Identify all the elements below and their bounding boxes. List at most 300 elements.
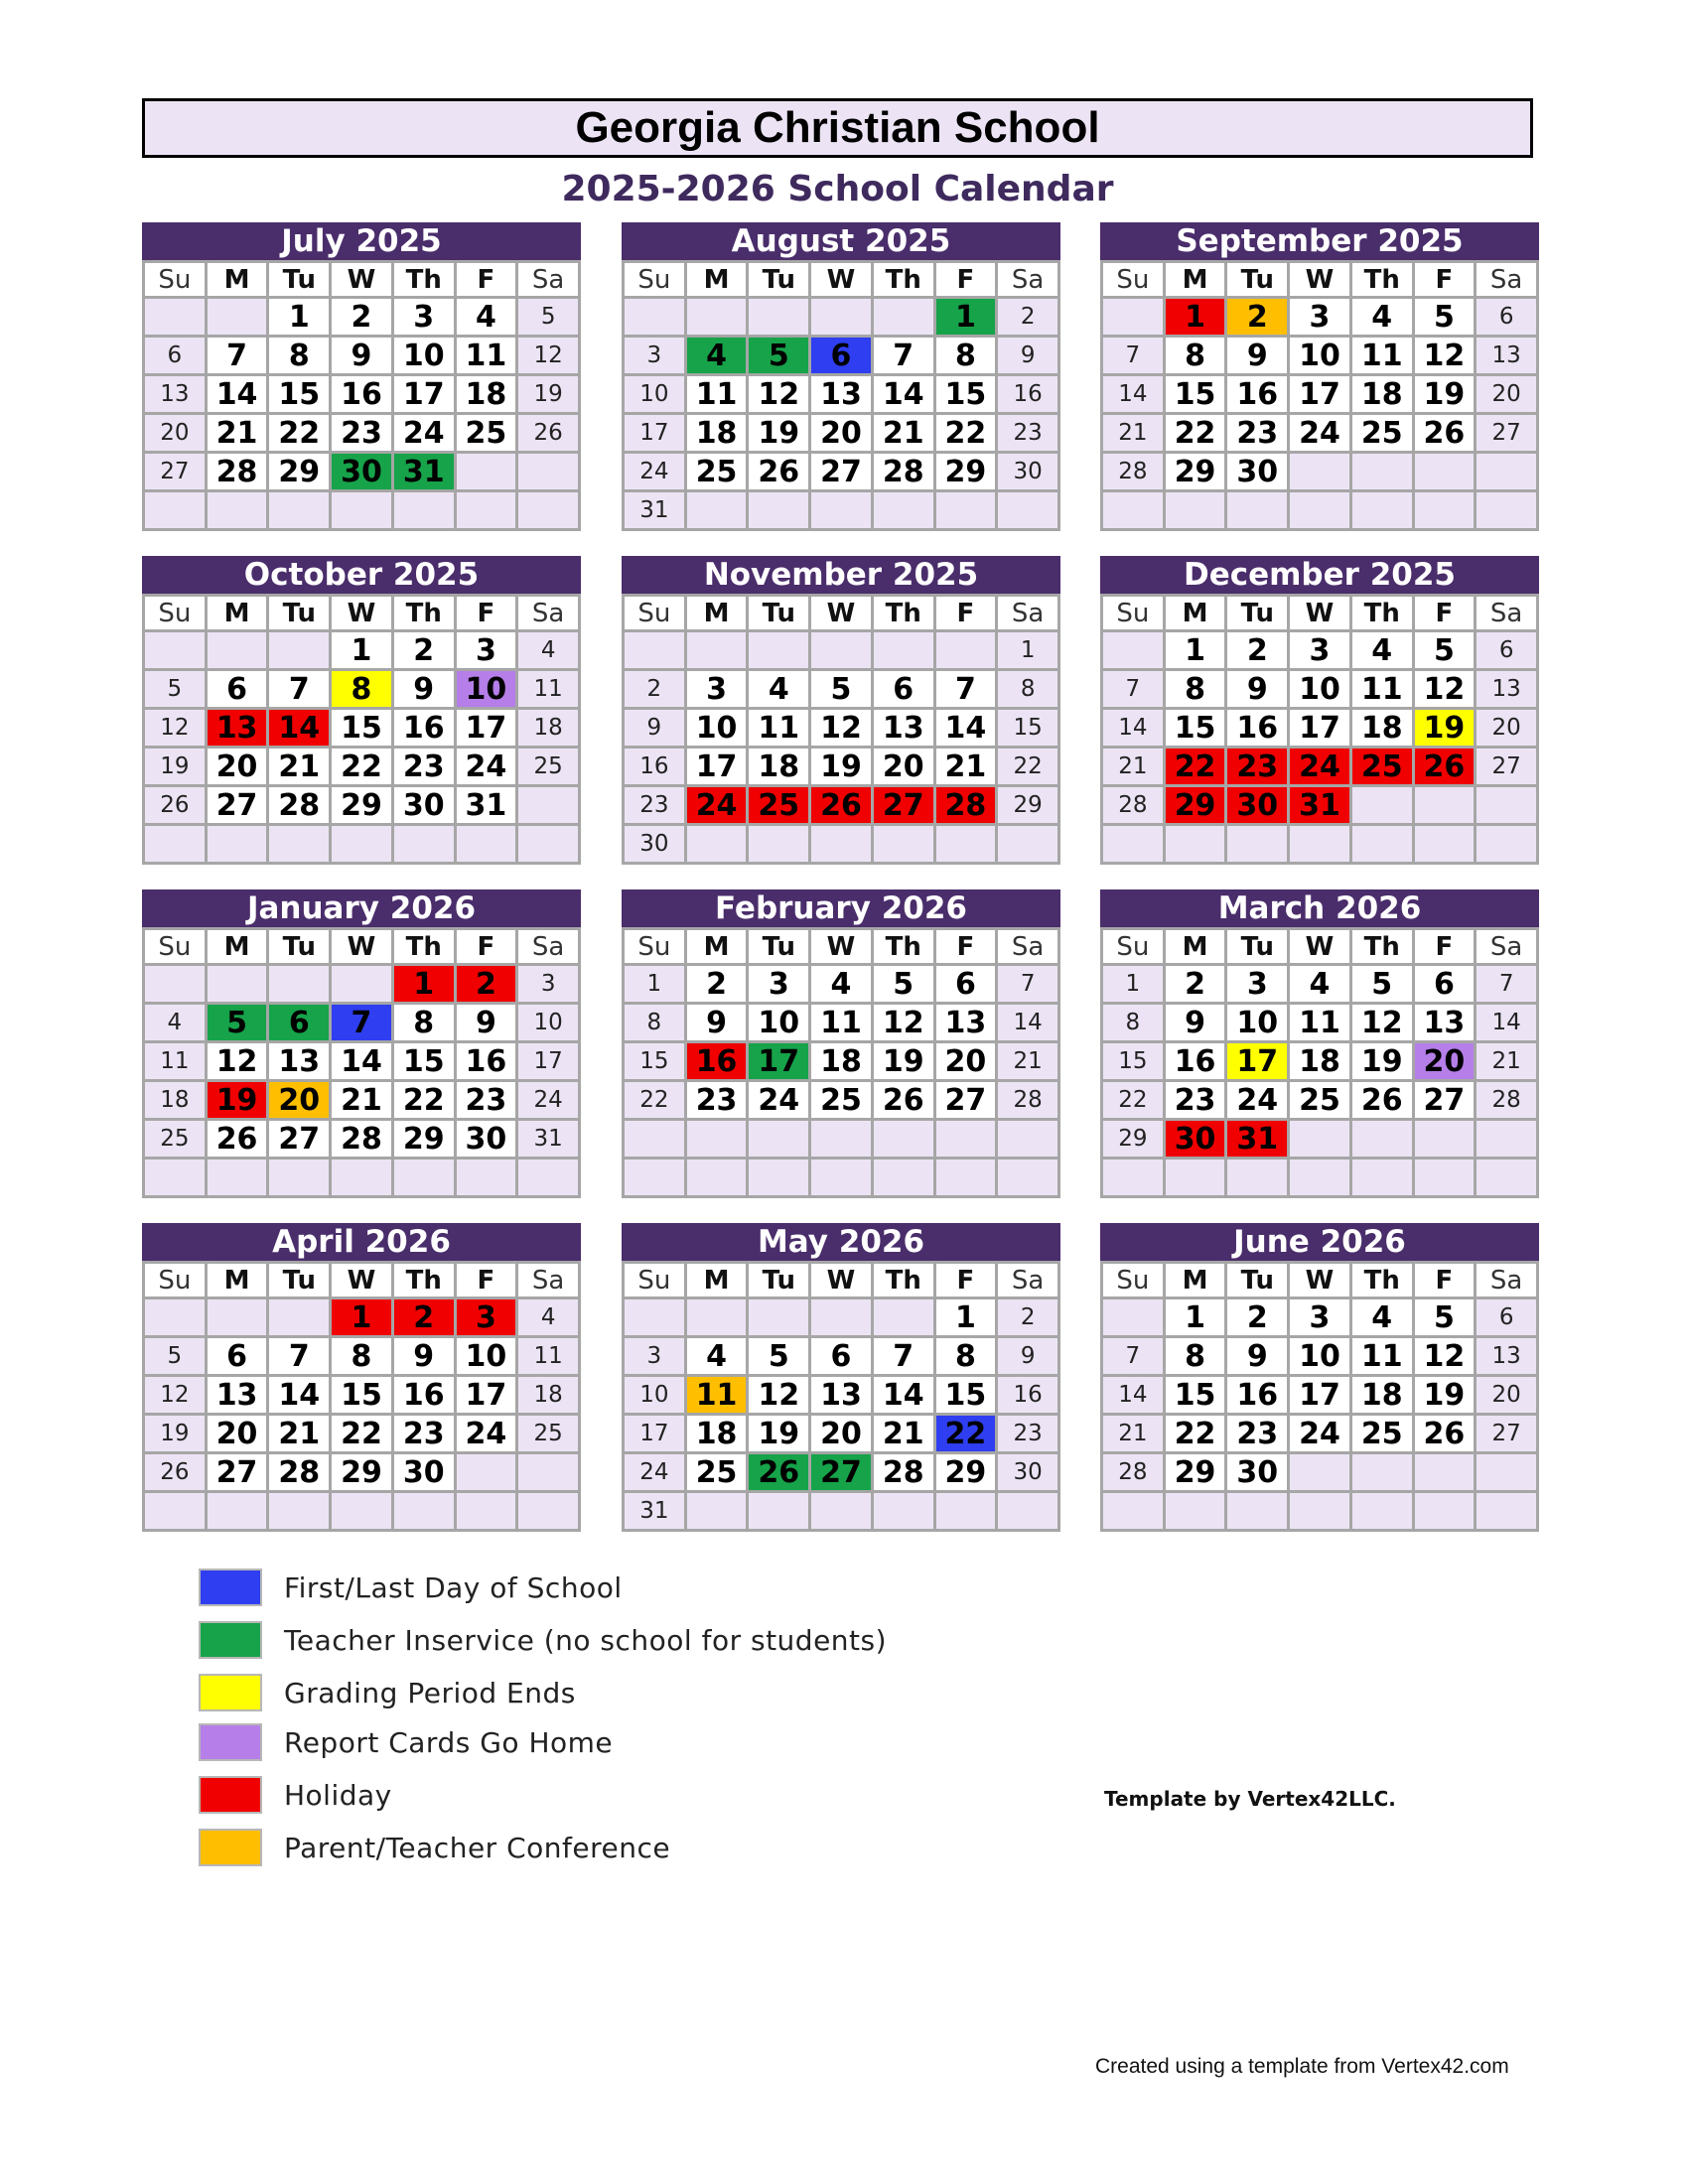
empty-cell [1352,1493,1412,1529]
empty-cell [1166,826,1225,862]
day-cell: 12 [1352,1005,1412,1040]
day-cell: 16 [394,1377,454,1413]
day-cell: 23 [1227,415,1287,451]
day-cell: 25 [457,415,516,451]
empty-cell [811,1493,871,1529]
weekday-header: Sa [998,597,1057,629]
day-cell: 23 [394,1416,454,1451]
day-cell: 3 [1290,1299,1349,1335]
weekday-header: Th [874,263,933,296]
day-cell: 24 [1290,1416,1349,1451]
day-cell-holiday: 26 [1415,749,1475,784]
day-cell-conference: 11 [687,1377,747,1413]
month-calendar [622,1223,1060,1532]
month-title: October 2025 [142,556,581,594]
day-cell: 13 [874,710,933,746]
day-cell: 3 [518,966,578,1002]
day-cell: 18 [1352,376,1412,412]
empty-cell [936,492,996,528]
day-cell-grading: 17 [1227,1043,1287,1079]
day-cell: 14 [1477,1005,1536,1040]
empty-cell [811,492,871,528]
empty-cell [1477,1121,1536,1157]
day-cell-holiday: 31 [1227,1121,1287,1157]
weekday-header: M [1166,930,1225,963]
day-cell: 27 [208,787,267,823]
day-cell: 2 [394,632,454,668]
day-cell: 30 [625,826,684,862]
day-cell-first-last: 7 [332,1005,391,1040]
day-cell-first-last: 22 [936,1416,996,1451]
empty-cell [687,826,747,862]
legend-label: Teacher Inservice (no school for students) [284,1623,888,1657]
day-cell: 22 [625,1082,684,1118]
empty-cell [687,299,747,335]
day-cell: 17 [518,1043,578,1079]
weekday-header: Sa [998,263,1057,296]
day-cell: 7 [1103,338,1163,373]
day-cell: 20 [811,415,871,451]
day-cell: 26 [208,1121,267,1157]
weekday-header: M [208,930,267,963]
day-cell: 21 [998,1043,1057,1079]
empty-cell [1290,454,1349,489]
day-cell: 30 [457,1121,516,1157]
day-cell: 13 [936,1005,996,1040]
weekday-header: W [811,1264,871,1297]
empty-cell [269,1160,329,1195]
empty-cell [394,1493,454,1529]
weekday-header: M [1166,1264,1225,1297]
empty-cell [811,632,871,668]
day-cell: 23 [625,787,684,823]
month-title: December 2025 [1100,556,1539,594]
weekday-header: Th [1352,930,1412,963]
day-cell: 10 [394,338,454,373]
day-cell: 22 [332,1416,391,1451]
day-cell: 2 [998,299,1057,335]
empty-cell [874,1493,933,1529]
day-cell: 28 [1103,1454,1163,1490]
day-cell: 26 [145,1454,205,1490]
day-cell: 9 [1227,1338,1287,1374]
weekday-header: Th [874,930,933,963]
weekday-header: Su [1103,263,1163,296]
empty-cell [394,826,454,862]
day-cell: 9 [1227,338,1287,373]
day-cell: 1 [269,299,329,335]
weekday-header: Tu [749,597,808,629]
empty-cell [1290,1160,1349,1195]
empty-cell [1352,1121,1412,1157]
weekday-header: F [936,930,996,963]
day-cell: 16 [625,749,684,784]
weekday-header: F [1415,597,1475,629]
day-cell-inservice: 26 [749,1454,808,1490]
day-cell: 19 [145,749,205,784]
day-cell: 21 [332,1082,391,1118]
empty-cell [1227,1493,1287,1529]
day-cell: 2 [625,671,684,707]
day-cell: 20 [936,1043,996,1079]
empty-cell [269,1493,329,1529]
day-cell: 2 [687,966,747,1002]
day-cell: 22 [394,1082,454,1118]
legend-swatch [199,1829,262,1866]
day-cell: 19 [1415,376,1475,412]
legend-label: First/Last Day of School [284,1570,623,1604]
day-cell: 26 [145,787,205,823]
empty-cell [998,826,1057,862]
empty-cell [811,1160,871,1195]
day-cell: 9 [625,710,684,746]
day-cell: 5 [518,299,578,335]
empty-cell [1290,492,1349,528]
day-cell: 12 [874,1005,933,1040]
day-cell-holiday: 24 [687,787,747,823]
weekday-header: M [687,1264,747,1297]
day-cell: 4 [1352,299,1412,335]
day-cell: 10 [1290,671,1349,707]
day-cell: 28 [1477,1082,1536,1118]
day-cell: 28 [269,1454,329,1490]
empty-cell [1290,1493,1349,1529]
day-cell: 18 [687,415,747,451]
day-cell: 12 [1415,1338,1475,1374]
empty-cell [1415,1454,1475,1490]
day-cell: 18 [687,1416,747,1451]
day-cell: 9 [1166,1005,1225,1040]
day-cell: 12 [749,376,808,412]
day-cell-conference: 20 [269,1082,329,1118]
month-title: July 2025 [142,222,581,260]
day-cell: 18 [811,1043,871,1079]
weekday-header: M [208,1264,267,1297]
empty-cell [998,1493,1057,1529]
empty-cell [1227,1160,1287,1195]
empty-cell [457,826,516,862]
day-cell: 17 [1290,1377,1349,1413]
day-cell: 13 [811,376,871,412]
day-cell: 14 [332,1043,391,1079]
empty-cell [1103,1493,1163,1529]
day-cell: 22 [998,749,1057,784]
day-cell: 10 [518,1005,578,1040]
day-cell: 27 [811,454,871,489]
weekday-header: Th [1352,1264,1412,1297]
empty-cell [394,492,454,528]
empty-cell [1415,1160,1475,1195]
month-calendar [142,889,581,1198]
weekday-header: F [936,597,996,629]
weekday-header: F [936,1264,996,1297]
day-cell: 13 [1477,671,1536,707]
day-cell: 8 [936,338,996,373]
day-cell-report: 10 [457,671,516,707]
day-cell: 1 [1166,1299,1225,1335]
day-cell: 31 [625,492,684,528]
day-cell: 25 [811,1082,871,1118]
day-cell: 27 [269,1121,329,1157]
day-cell: 12 [811,710,871,746]
day-cell-inservice: 27 [811,1454,871,1490]
day-cell: 28 [874,454,933,489]
day-cell: 19 [145,1416,205,1451]
day-cell: 16 [998,1377,1057,1413]
weekday-header: W [332,1264,391,1297]
day-cell: 5 [1415,1299,1475,1335]
day-cell: 2 [1166,966,1225,1002]
day-cell: 8 [394,1005,454,1040]
day-cell-holiday: 1 [394,966,454,1002]
day-cell: 10 [625,1377,684,1413]
day-cell: 18 [749,749,808,784]
day-cell: 28 [332,1121,391,1157]
day-cell: 21 [874,1416,933,1451]
empty-cell [936,632,996,668]
day-cell: 20 [208,749,267,784]
weekday-header: Th [394,597,454,629]
day-cell: 3 [457,632,516,668]
day-cell: 6 [874,671,933,707]
day-cell: 13 [1477,1338,1536,1374]
day-cell: 26 [874,1082,933,1118]
day-cell: 26 [1352,1082,1412,1118]
empty-cell [1477,1160,1536,1195]
day-cell: 5 [145,671,205,707]
day-cell-inservice: 5 [208,1005,267,1040]
day-cell: 23 [394,749,454,784]
empty-cell [874,632,933,668]
empty-cell [998,1121,1057,1157]
day-cell: 29 [394,1121,454,1157]
day-cell: 15 [1103,1043,1163,1079]
day-cell: 25 [145,1121,205,1157]
day-cell: 7 [874,338,933,373]
day-cell: 22 [332,749,391,784]
empty-cell [269,966,329,1002]
day-cell: 6 [1477,1299,1536,1335]
weekday-header: Sa [998,930,1057,963]
day-cell: 1 [936,1299,996,1335]
legend-swatch [199,1674,262,1711]
day-cell-holiday: 27 [874,787,933,823]
day-cell: 17 [687,749,747,784]
month-title: April 2026 [142,1223,581,1261]
day-cell: 30 [998,454,1057,489]
empty-cell [145,1299,205,1335]
day-cell: 3 [749,966,808,1002]
day-cell: 2 [332,299,391,335]
empty-cell [1477,826,1536,862]
day-cell: 21 [269,1416,329,1451]
day-cell: 22 [936,415,996,451]
weekday-header: Th [874,1264,933,1297]
empty-cell [1415,787,1475,823]
legend-swatch [199,1776,262,1814]
weekday-header: Sa [518,597,578,629]
day-cell: 25 [687,454,747,489]
empty-cell [1415,826,1475,862]
weekday-header: Sa [518,1264,578,1297]
day-cell: 1 [1103,966,1163,1002]
school-title: Georgia Christian School [142,98,1533,158]
day-cell: 10 [749,1005,808,1040]
day-cell: 8 [1103,1005,1163,1040]
day-cell: 26 [518,415,578,451]
day-cell: 25 [687,1454,747,1490]
day-cell: 3 [625,338,684,373]
day-cell: 21 [874,415,933,451]
empty-cell [1166,1493,1225,1529]
day-cell: 7 [998,966,1057,1002]
weekday-header: Su [1103,597,1163,629]
day-cell: 12 [1415,671,1475,707]
empty-cell [1290,1121,1349,1157]
day-cell: 24 [625,1454,684,1490]
day-cell: 16 [394,710,454,746]
weekday-header: Tu [1227,930,1287,963]
empty-cell [749,1493,808,1529]
empty-cell [625,632,684,668]
empty-cell [457,492,516,528]
day-cell: 12 [145,1377,205,1413]
day-cell-holiday: 13 [208,710,267,746]
empty-cell [1103,1299,1163,1335]
day-cell: 25 [518,749,578,784]
empty-cell [874,1299,933,1335]
month-calendar [622,889,1060,1198]
empty-cell [749,1160,808,1195]
empty-cell [518,1454,578,1490]
day-cell: 10 [1290,1338,1349,1374]
empty-cell [1103,492,1163,528]
empty-cell [1477,787,1536,823]
day-cell: 3 [1290,632,1349,668]
empty-cell [936,1121,996,1157]
day-cell: 28 [874,1454,933,1490]
day-cell: 16 [1227,710,1287,746]
empty-cell [1415,1493,1475,1529]
day-cell: 14 [998,1005,1057,1040]
weekday-header: W [1290,597,1349,629]
empty-cell [208,299,267,335]
day-cell: 15 [1166,1377,1225,1413]
day-cell: 30 [394,787,454,823]
legend-swatch [199,1569,262,1606]
day-cell: 22 [1103,1082,1163,1118]
day-cell-grading: 8 [332,671,391,707]
weekday-header: Su [145,930,205,963]
weekday-header: M [208,263,267,296]
legend-item [199,1829,670,1866]
weekday-header: Sa [1477,1264,1536,1297]
legend-label: Report Cards Go Home [284,1725,614,1759]
day-cell: 6 [1415,966,1475,1002]
empty-cell [1477,492,1536,528]
weekday-header: W [1290,263,1349,296]
month-title: September 2025 [1100,222,1539,260]
day-cell: 7 [936,671,996,707]
day-cell: 8 [936,1338,996,1374]
day-cell: 24 [394,415,454,451]
empty-cell [518,787,578,823]
day-cell: 24 [457,749,516,784]
day-cell: 17 [625,1416,684,1451]
legend-swatch [199,1621,262,1659]
day-cell: 3 [625,1338,684,1374]
day-cell: 17 [457,1377,516,1413]
empty-cell [1103,826,1163,862]
day-cell: 11 [145,1043,205,1079]
day-cell: 6 [1477,299,1536,335]
weekday-header: F [457,1264,516,1297]
day-cell: 29 [269,454,329,489]
legend-item [199,1569,623,1606]
day-cell: 6 [145,338,205,373]
day-cell-holiday: 30 [1166,1121,1225,1157]
day-cell: 11 [749,710,808,746]
month-calendar [142,1223,581,1532]
day-cell-holiday: 24 [1290,749,1349,784]
day-cell: 29 [1166,1454,1225,1490]
day-cell: 19 [749,415,808,451]
legend-item [199,1776,392,1814]
weekday-header: Su [625,597,684,629]
day-cell: 5 [1415,299,1475,335]
created-credit: Created using a template from Vertex42.com [1095,2055,1509,2078]
day-cell: 8 [1166,1338,1225,1374]
weekday-header: M [1166,597,1225,629]
day-cell-grading: 19 [1415,710,1475,746]
month-calendar [1100,1223,1539,1532]
day-cell: 8 [998,671,1057,707]
day-cell: 28 [269,787,329,823]
month-title: August 2025 [622,222,1060,260]
day-cell: 9 [457,1005,516,1040]
empty-cell [394,1160,454,1195]
month-calendar [1100,556,1539,865]
weekday-header: F [1415,930,1475,963]
day-cell: 7 [269,1338,329,1374]
empty-cell [518,492,578,528]
day-cell: 28 [998,1082,1057,1118]
weekday-header: F [1415,263,1475,296]
day-cell: 11 [1352,1338,1412,1374]
day-cell: 26 [1415,1416,1475,1451]
weekday-header: Su [625,930,684,963]
day-cell: 12 [145,710,205,746]
day-cell: 5 [811,671,871,707]
empty-cell [749,1299,808,1335]
empty-cell [687,492,747,528]
weekday-header: W [811,263,871,296]
weekday-header: Tu [749,1264,808,1297]
day-cell-holiday: 25 [1352,749,1412,784]
empty-cell [1352,826,1412,862]
day-cell: 15 [394,1043,454,1079]
day-cell: 7 [269,671,329,707]
day-cell: 4 [749,671,808,707]
empty-cell [687,1493,747,1529]
weekday-header: F [936,263,996,296]
empty-cell [749,826,808,862]
empty-cell [625,1121,684,1157]
day-cell: 15 [625,1043,684,1079]
day-cell: 31 [518,1121,578,1157]
day-cell: 4 [1290,966,1349,1002]
day-cell: 27 [1477,415,1536,451]
